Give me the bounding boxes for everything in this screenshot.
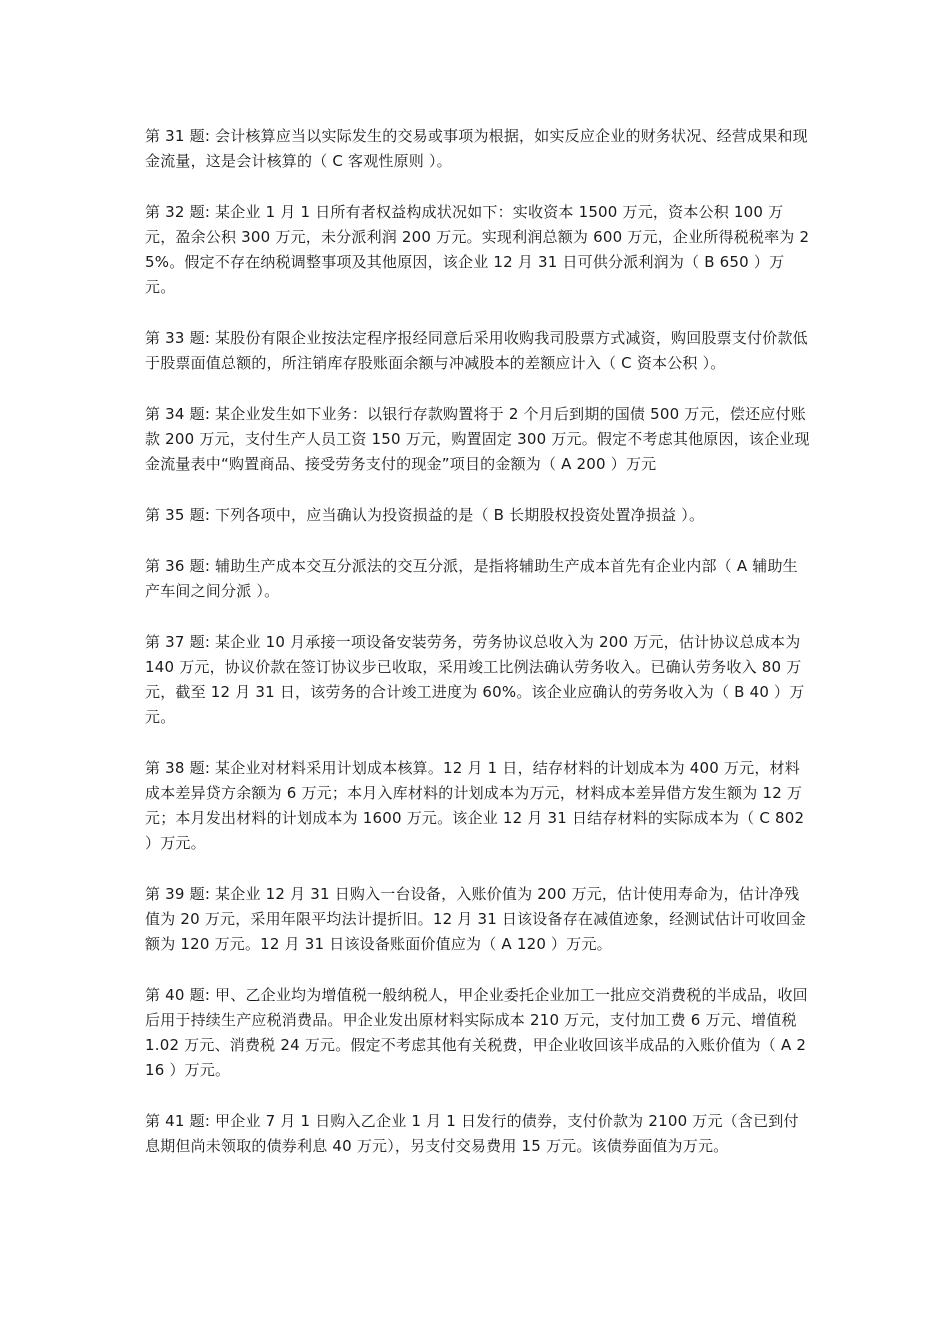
- question-32: 第 32 题: 某企业 1 月 1 日所有者权益构成状况如下：实收资本 1500 万元，资本公积 100 万元，盈余公积 300 万元，未分派利润 200 万元。实现利润总额为 600 万元，企业所得税税率为 25%。假定不存在纳税调整事项及其他原因，该企业 12 月 31 日可供分派利润为（ B 650 ）万元。: [145, 203, 810, 296]
- question-38: 第 38 题: 某企业对材料采用计划成本核算。12 月 1 日，结存材料的计划成本为 400 万元，材料成本差异贷方余额为 6 万元；本月入库材料的计划成本为万元，材料成本差异借方发生额为 12 万元；本月发出材料的计划成本为 1600 万元。该企业 12 月 31 日结存材料的实际成本为（ C 802 ）万元。: [145, 759, 805, 852]
- question-40: 第 40 题: 甲、乙企业均为增值税一般纳税人，甲企业委托企业加工一批应交消费税的半成品，收回后用于持续生产应税消费品。甲企业发出原材料实际成本 210 万元，支付加工费 6 万元、增值税 1.02 万元、消费税 24 万元。假定不考虑其他有关税费，甲企业收回该半成品的入账价值为（ A 216 ）万元。: [145, 986, 808, 1079]
- question-31: 第 31 题: 会计核算应当以实际发生的交易或事项为根据，如实反应企业的财务状况、经营成果和现金流量，这是会计核算的（ C 客观性原则 ）。: [145, 127, 808, 170]
- question-33: 第 33 题: 某股份有限企业按法定程序报经同意后采用收购我司股票方式减资，购回股票支付价款低于股票面值总额的，所注销库存股账面余额与冲减股本的差额应计入（ C 资本公积 ）。: [145, 329, 808, 372]
- question-list: [145, 124, 810, 1185]
- question-34: 第 34 题: 某企业发生如下业务：以银行存款购置将于 2 个月后到期的国债 500 万元，偿还应付账款 200 万元，支付生产人员工资 150 万元，购置固定 300 万元。假定不考虑其他原因，该企业现金流量表中“购置商品、接受劳务支付的现金”项目的金额为（ A 200 ）万元: [145, 405, 810, 473]
- question-36: 第 36 题: 辅助生产成本交互分派法的交互分派，是指将辅助生产成本首先有企业内部（ A 辅助生产车间之间分派 ）。: [145, 557, 798, 600]
- question-37: 第 37 题: 某企业 10 月承接一项设备安装劳务，劳务协议总收入为 200 万元，估计协议总成本为 140 万元，协议价款在签订协议步已收取，采用竣工比例法确认劳务收入。已确认劳务收入 80 万元，截至 12 月 31 日，该劳务的合计竣工进度为 60%。该企业应确认的劳务收入为（ B 40 ）万元。: [145, 633, 805, 726]
- question-41: 第 41 题: 甲企业 7 月 1 日购入乙企业 1 月 1 日发行的债券，支付价款为 2100 万元（含已到付息期但尚未领取的债券利息 40 万元），另支付交易费用 15 万元。该债券面值为万元。: [145, 1112, 799, 1155]
- question-35: 第 35 题: 下列各项中，应当确认为投资损益的是（ B 长期股权投资处置净损益 ）。: [145, 506, 705, 524]
- question-39: 第 39 题: 某企业 12 月 31 日购入一台设备，入账价值为 200 万元，估计使用寿命为，估计净残值为 20 万元，采用年限平均法计提折旧。12 月 31 日该设备存在减值迹象，经测试估计可收回金额为 120 万元。12 月 31 日该设备账面价值应为（ A 120 ）万元。: [145, 885, 806, 953]
